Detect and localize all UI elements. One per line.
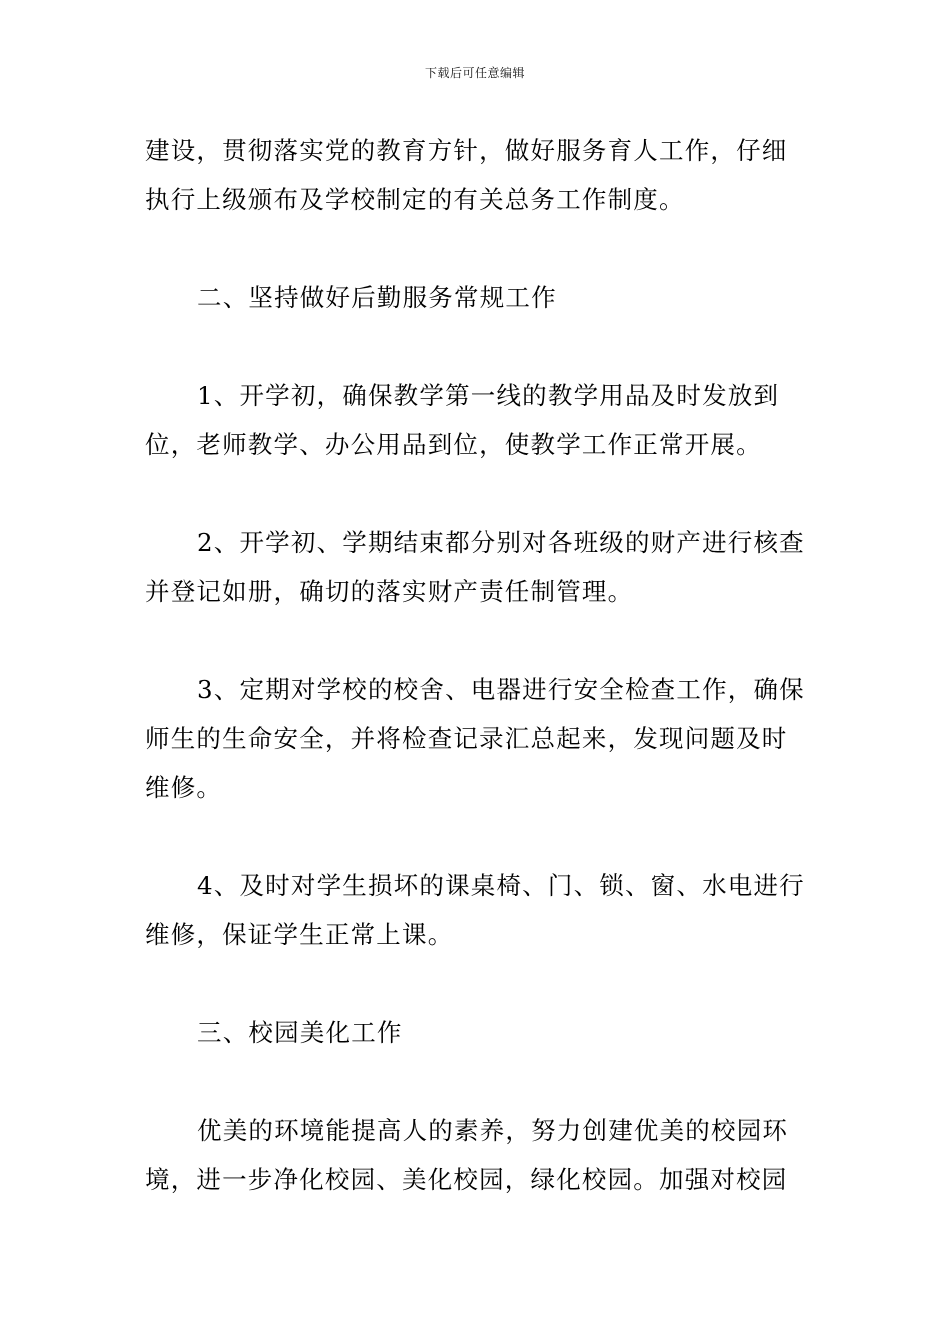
- paragraph-item-1: 1、开学初，确保教学第一线的教学用品及时发放到位，老师教学、办公用品到位，使教学工作正常开展。: [145, 381, 780, 459]
- page-header: 下载后可任意编辑: [424, 66, 525, 80]
- document-body: [145, 126, 810, 1204]
- paragraph-1: 建设，贯彻落实党的教育方针，做好服务育人工作，仔细执行上级颁布及学校制定的有关总务工作制度。: [145, 136, 788, 214]
- paragraph-item-2: 2、开学初、学期结束都分别对各班级的财产进行核查并登记如册，确切的落实财产责任制管理。: [145, 528, 805, 606]
- paragraph-item-4: 4、及时对学生损坏的课桌椅、门、锁、窗、水电进行维修，保证学生正常上课。: [145, 871, 805, 949]
- paragraph-campus: 优美的环境能提高人的素养，努力创建优美的校园环境，进一步净化校园、美化校园，绿化校园。加强对校园: [145, 1116, 789, 1194]
- section-heading-3: 三、校园美化工作: [197, 1018, 403, 1047]
- section-heading-2: 二、坚持做好后勤服务常规工作: [197, 283, 557, 312]
- paragraph-item-3: 3、定期对学校的校舍、电器进行安全检查工作，确保师生的生命安全，并将检查记录汇总起来，发现问题及时维修。: [145, 675, 805, 802]
